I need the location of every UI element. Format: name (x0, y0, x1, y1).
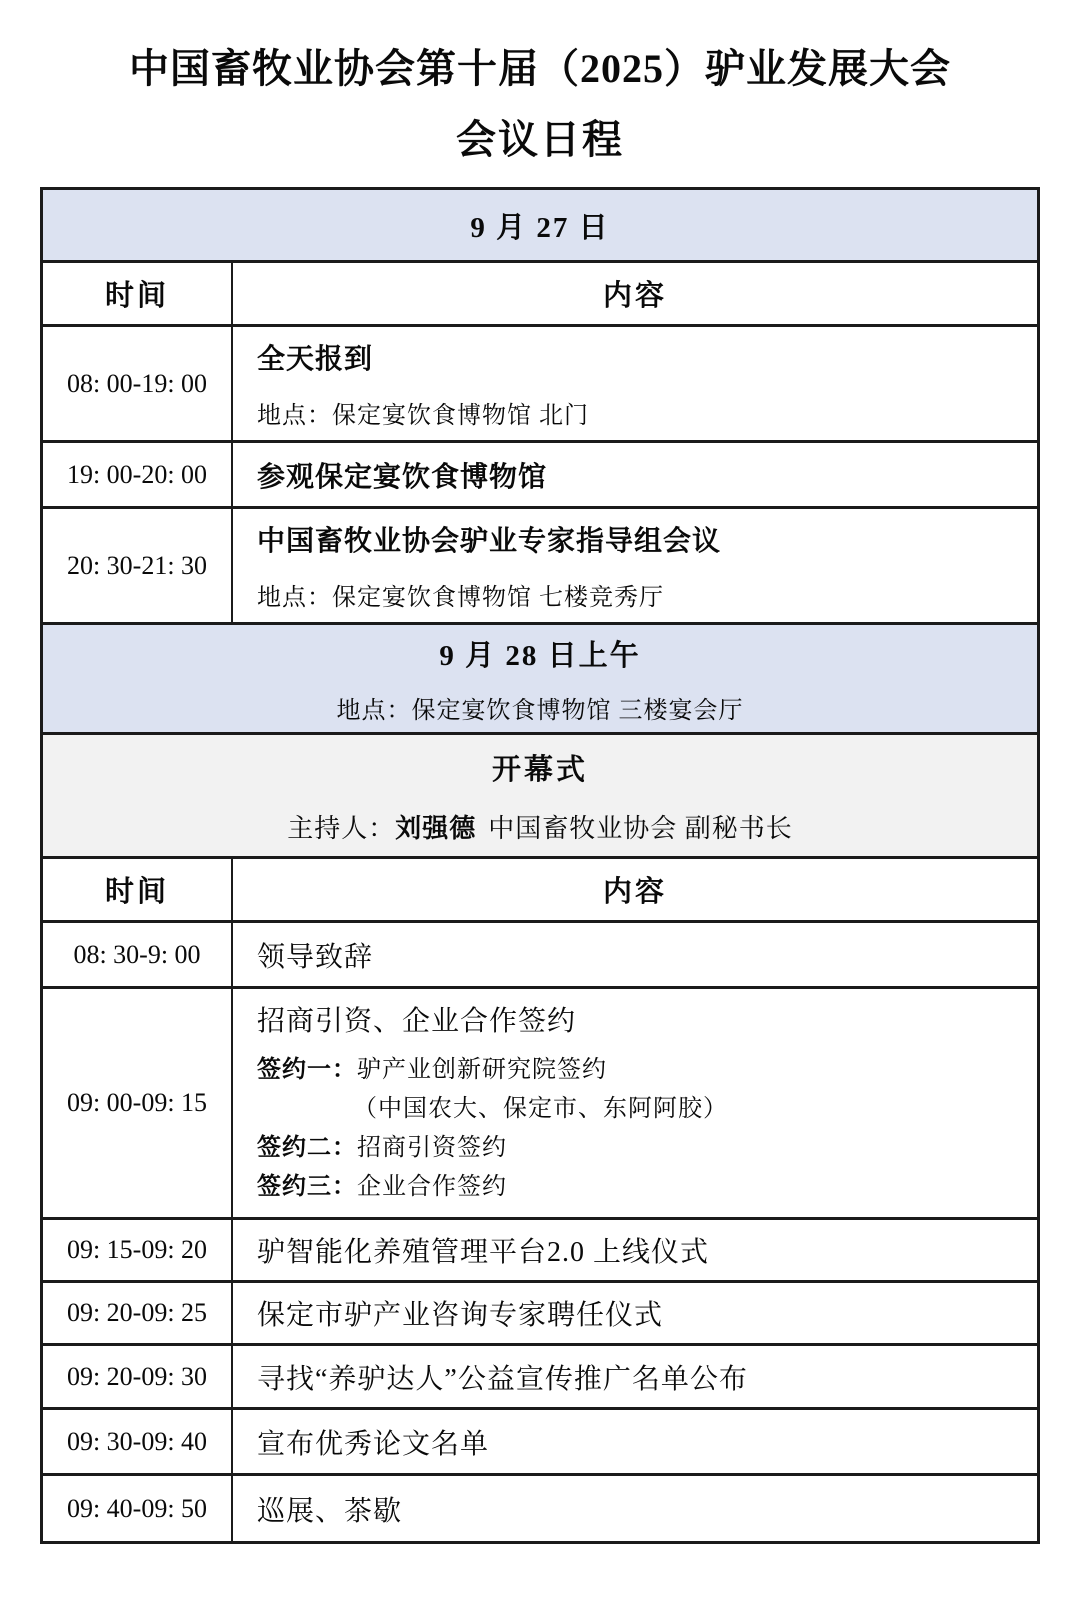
day2-content-column-header: 内容 (602, 876, 667, 908)
signing-item (257, 1051, 1013, 1090)
content-cell (233, 1283, 1037, 1343)
schedule-row (43, 920, 1037, 986)
signing-item-label: 签约一： (257, 1057, 357, 1083)
day2-date-band (43, 622, 1037, 732)
event-title: 宣布优秀论文名单 (257, 1428, 490, 1460)
signing-item (257, 1168, 1013, 1207)
signing-item-label: 签约三： (257, 1174, 357, 1200)
day2-column-header-row (43, 856, 1037, 920)
signing-item-text: 招商引资签约 (357, 1135, 507, 1161)
host-label: 主持人： (287, 813, 396, 843)
signing-item-text: 驴产业创新研究院签约 (357, 1057, 607, 1083)
schedule-row (43, 1280, 1037, 1343)
event-title: 全天报到 (257, 344, 374, 375)
content-cell (233, 1220, 1037, 1280)
event-title: 寻找“养驴达人”公益宣传推广名单公布 (257, 1363, 748, 1395)
time-cell: 09: 30-09: 40 (43, 1410, 233, 1473)
time-cell: 09: 00-09: 15 (43, 989, 233, 1217)
day1-column-header-row (43, 260, 1037, 324)
schedule-row (43, 1217, 1037, 1280)
content-cell (233, 1346, 1037, 1407)
schedule-row (43, 506, 1037, 622)
event-title: 参观保定宴饮食博物馆 (257, 461, 548, 493)
page-title: 中国畜牧业协会第十届（2025）驴业发展大会 (129, 46, 951, 91)
content-cell (233, 327, 1037, 440)
host-name: 刘强德 (395, 813, 477, 843)
schedule-row (43, 1473, 1037, 1541)
event-title: 巡展、茶歇 (257, 1495, 403, 1527)
content-cell (233, 989, 1037, 1217)
day2-date-label: 9 月 28 日上午 (439, 639, 641, 672)
page-subtitle: 会议日程 (456, 117, 624, 162)
schedule-row (43, 1407, 1037, 1473)
schedule-row (43, 440, 1037, 506)
opening-ceremony-band (43, 732, 1037, 856)
event-title: 中国畜牧业协会驴业专家指导组会议 (257, 526, 722, 557)
time-cell: 09: 40-09: 50 (43, 1476, 233, 1541)
time-cell: 19: 00-20: 00 (43, 443, 233, 506)
content-cell (233, 1476, 1037, 1541)
day2-time-column-header: 时间 (43, 859, 233, 920)
time-cell: 08: 30-9: 00 (43, 923, 233, 986)
event-title: 领导致辞 (257, 941, 374, 973)
schedule-table (40, 187, 1040, 1544)
signing-item-text: 企业合作签约 (357, 1174, 507, 1200)
signing-details (257, 1051, 1013, 1207)
schedule-row (43, 1343, 1037, 1407)
day1-content-column-header: 内容 (602, 280, 667, 312)
event-title: 保定市驴产业咨询专家聘任仪式 (257, 1300, 664, 1331)
content-cell (233, 1410, 1037, 1473)
time-cell: 09: 20-09: 30 (43, 1346, 233, 1407)
signing-item-text: （中国农大、保定市、东阿阿胶） (353, 1096, 728, 1122)
content-cell (233, 509, 1037, 622)
signing-item (257, 1129, 1013, 1168)
host-line (287, 808, 793, 845)
event-title: 驴智能化养殖管理平台2.0 上线仪式 (257, 1237, 710, 1268)
opening-ceremony-title: 开幕式 (491, 753, 588, 786)
content-cell (233, 443, 1037, 506)
event-location: 地点：保定宴饮食博物馆 北门 (257, 403, 589, 429)
event-title: 招商引资、企业合作签约 (257, 1006, 577, 1037)
day2-location-label: 地点：保定宴饮食博物馆 三楼宴会厅 (336, 697, 744, 724)
signing-item (353, 1090, 1013, 1129)
day1-time-column-header: 时间 (43, 263, 233, 324)
schedule-row (43, 986, 1037, 1217)
time-cell: 09: 20-09: 25 (43, 1283, 233, 1343)
host-org: 中国畜牧业协会 副秘书长 (488, 813, 793, 843)
day1-date-label: 9 月 27 日 (470, 211, 610, 244)
time-cell: 09: 15-09: 20 (43, 1220, 233, 1280)
time-cell: 08: 00-19: 00 (43, 327, 233, 440)
schedule-row (43, 324, 1037, 440)
event-location: 地点：保定宴饮食博物馆 七楼竞秀厅 (257, 585, 664, 611)
time-cell: 20: 30-21: 30 (43, 509, 233, 622)
day1-date-band (43, 190, 1037, 260)
signing-item-label: 签约二： (257, 1135, 357, 1161)
content-cell (233, 923, 1037, 986)
